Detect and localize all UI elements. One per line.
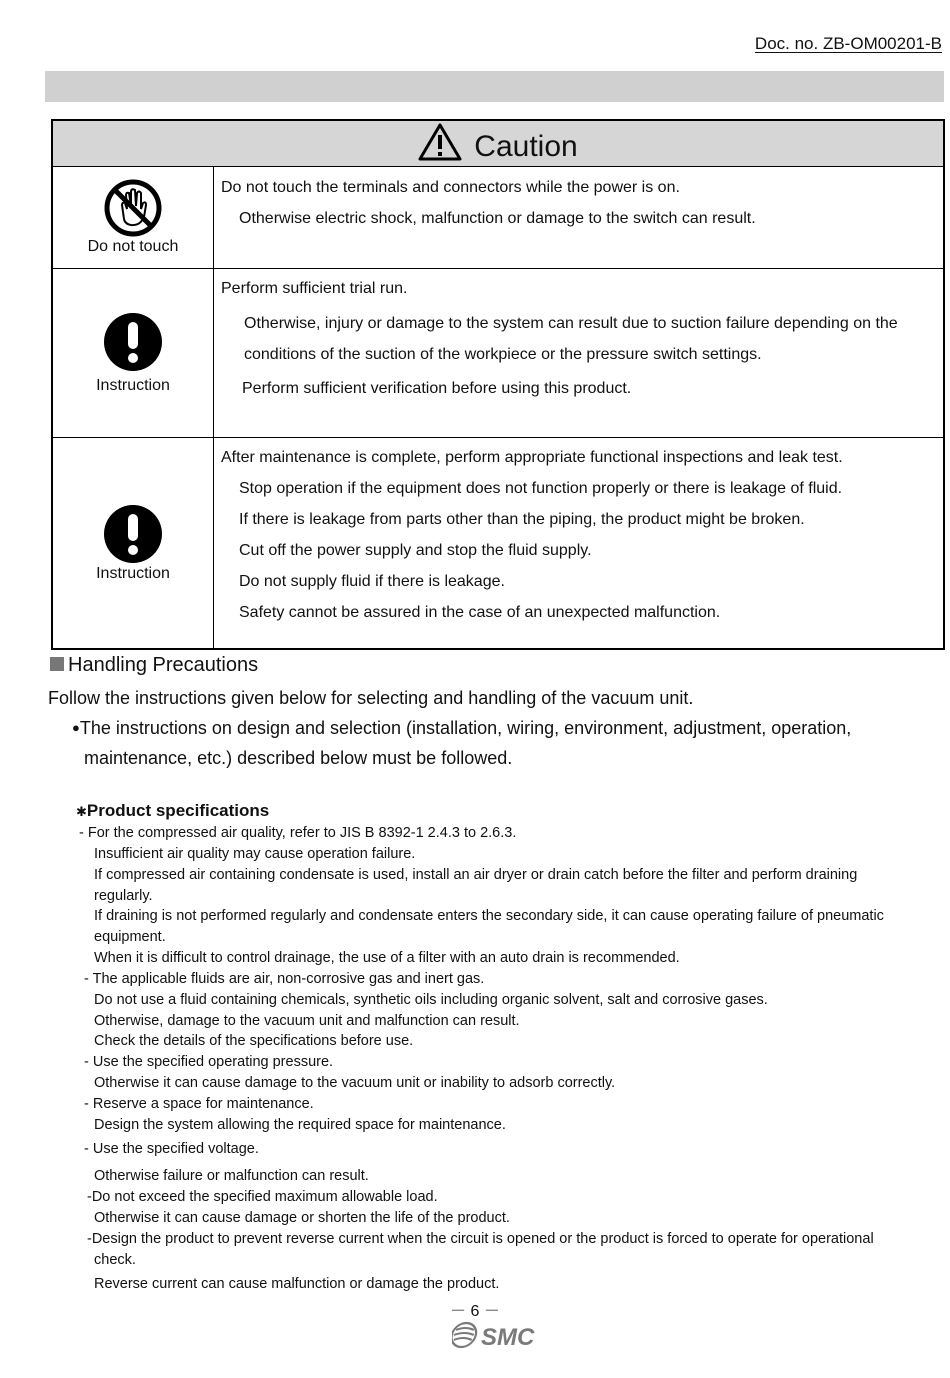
bullet-text: The instructions on design and selection (installation, wiring, environment, adjustment, operation, — [79, 718, 852, 738]
caution-header — [53, 121, 943, 167]
spec-line: -Design the product to prevent reverse current when the circuit is opened or the product is forced to operate for operational — [87, 1231, 874, 1247]
caution-text-line: Do not touch the terminals and connectors while the power is on. — [221, 179, 680, 196]
caution-row-instruction-trial-run — [53, 269, 943, 438]
spec-line: regularly. — [94, 888, 153, 904]
caution-text-line: Cut off the power supply and stop the fluid supply. — [239, 542, 592, 559]
spec-line: - The applicable fluids are air, non-corrosive gas and inert gas. — [84, 971, 485, 987]
caution-row-instruction-maintenance — [53, 438, 943, 648]
spec-line: Check the details of the specifications before use. — [94, 1033, 414, 1049]
smc-logo — [452, 1320, 538, 1350]
spec-line: Insufficient air quality may cause operation failure. — [94, 846, 416, 862]
icon-cell — [53, 269, 213, 438]
spec-line: Do not use a fluid containing chemicals, synthetic oils including organic solvent, salt and corrosive gases. — [94, 992, 768, 1008]
intro-paragraph: Follow the instructions given below for selecting and handling of the vacuum unit. — [48, 688, 694, 708]
svg-text:SMC: SMC — [481, 1324, 535, 1350]
caution-text-line: Safety cannot be assured in the case of an unexpected malfunction. — [239, 604, 721, 621]
header-band — [45, 71, 944, 102]
caution-text-line: Perform sufficient trial run. — [221, 280, 408, 297]
instruction-icon — [104, 505, 162, 563]
caution-row-do-not-touch — [53, 167, 943, 269]
caution-text-line: Perform sufficient verification before using this product. — [242, 380, 632, 397]
spec-line: Otherwise, damage to the vacuum unit and malfunction can result. — [94, 1013, 520, 1029]
caution-text-line: Otherwise, injury or damage to the system can result due to suction failure depending on the — [244, 315, 898, 332]
bullet-line — [72, 718, 851, 739]
icon-label: Instruction — [96, 565, 170, 582]
spec-line: equipment. — [94, 929, 166, 945]
bullet-dot-icon: ● — [72, 720, 80, 735]
section-heading-text: Handling Precautions — [68, 654, 259, 676]
spec-line: - Use the specified operating pressure. — [84, 1054, 334, 1070]
spec-line: -Do not exceed the specified maximum allowable load. — [87, 1189, 438, 1205]
bullet-line-continued: maintenance, etc.) described below must be followed. — [84, 748, 513, 768]
spec-line: Otherwise it can cause damage to the vacuum unit or inability to adsorb correctly. — [94, 1075, 616, 1091]
spec-line: If compressed air containing condensate is used, install an air dryer or drain catch before the filter and perform draining — [94, 867, 858, 883]
caution-text-line: conditions of the suction of the workpiece or the pressure switch settings. — [244, 346, 762, 363]
asterisk-icon: ✱ — [76, 804, 87, 819]
caution-table — [51, 119, 945, 650]
spec-line: - For the compressed air quality, refer to JIS B 8392-1 2.4.3 to 2.6.3. — [79, 825, 517, 841]
spec-line: - Reserve a space for maintenance. — [84, 1096, 314, 1112]
icon-cell — [53, 438, 213, 648]
spec-line: Otherwise it can cause damage or shorten the life of the product. — [94, 1210, 510, 1226]
caution-text-line: After maintenance is complete, perform appropriate functional inspections and leak test. — [221, 449, 843, 466]
specs-heading-text: Product specifications — [86, 801, 270, 820]
spec-line: When it is difficult to control drainage, the use of a filter with an auto drain is recommended. — [94, 950, 680, 966]
icon-cell — [53, 167, 213, 269]
caution-text-line: Stop operation if the equipment does not function properly or there is leakage of fluid. — [239, 480, 843, 497]
caution-text-line: Otherwise electric shock, malfunction or damage to the switch can result. — [239, 210, 756, 227]
spec-line: If draining is not performed regularly and condensate enters the secondary side, it can cause operating failure of pneumatic — [94, 908, 884, 924]
page-number: － 6 － — [450, 1303, 500, 1320]
do-not-touch-icon — [104, 179, 162, 237]
section-heading — [50, 654, 258, 677]
spec-line: Otherwise failure or malfunction can result. — [94, 1168, 369, 1184]
caution-title: Caution — [474, 129, 578, 163]
square-bullet-icon — [50, 657, 64, 671]
icon-label: Do not touch — [87, 238, 179, 255]
spec-line: check. — [94, 1252, 136, 1268]
warning-triangle-icon — [418, 122, 462, 162]
spec-line: Design the system allowing the required space for maintenance. — [94, 1117, 506, 1133]
caution-text-line: Do not supply fluid if there is leakage. — [239, 573, 505, 590]
document-number: Doc. no. ZB-OM00201-B — [754, 34, 942, 53]
icon-label: Instruction — [96, 377, 170, 394]
spec-line: Reverse current can cause malfunction or damage the product. — [94, 1276, 500, 1292]
instruction-icon — [104, 313, 162, 371]
spec-line: - Use the specified voltage. — [84, 1141, 259, 1157]
caution-text-line: If there is leakage from parts other than the piping, the product might be broken. — [239, 511, 805, 528]
specs-heading — [76, 801, 269, 821]
